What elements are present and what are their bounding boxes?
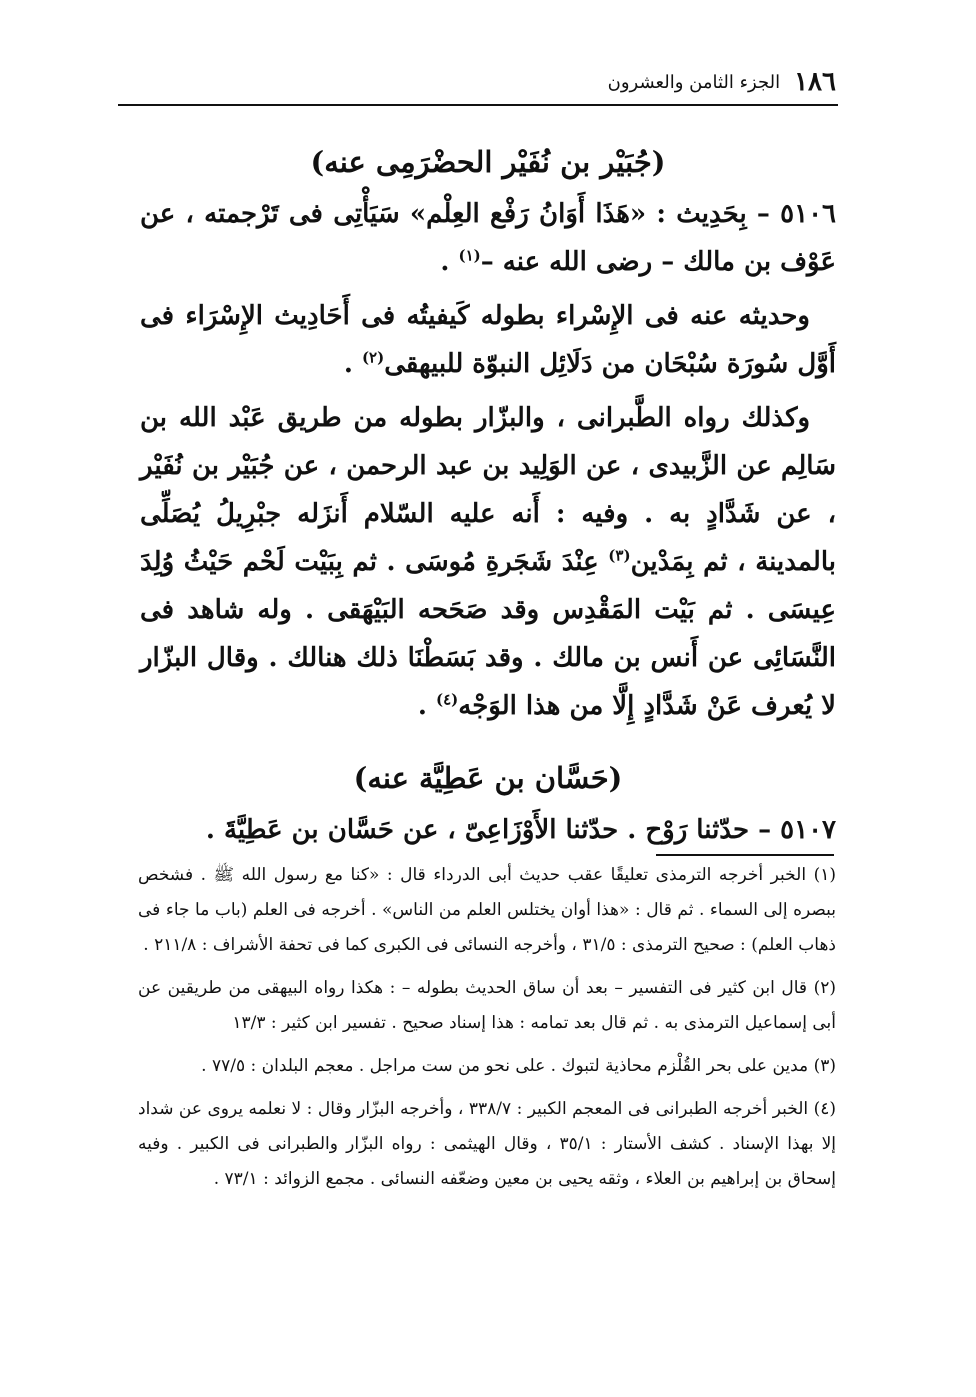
footnote-ref-1[interactable]: (١) <box>458 246 481 265</box>
header-rule <box>118 104 838 106</box>
hadith-5107: ٥١٠٧ – حدّثنا رَوْح . حدّثنا الأَوْزَاعِىّ ، عن حَسَّان بن عَطِيَّةَ . <box>205 815 836 845</box>
hadith-5106-end: . <box>440 247 459 277</box>
hadith-5106-text: ٥١٠٦ – بِحَدِيث : «هَذَا أَوَانُ رَفْع العِلْم» سَيَأْتِى فى تَرْجمته ، عن عَوْف بن مالك – رضى الله عنه – <box>140 199 836 277</box>
tabarani-paragraph-text-a: وكذلك رواه الطَّبرانى ، والبزّار بطوله من طريق عَبْد الله بن سَالِم عن الزَّبيدى ، عن الوَلِيد بن عبد الرحمن ، عن جُبَيْر بن نُفَيْر ، عن شَدَّادٍ به . وفيه : أَنه عليه السّلام أَنزَله جبْرِيلُ يُصَلِّى بالمدينة ، ثم بِمَدْين <box>140 403 836 577</box>
footnote-ref-3[interactable]: (٣) <box>608 546 631 565</box>
hadith-5106 <box>140 190 836 286</box>
footnote-2: (٢) قال ابن كثير فى التفسير – بعد أن ساق الحديث بطوله – : هكذا رواه البيهقى من طريقين عن أبى إسماعيل الترمذى به . ثم قال بعد تمامه : هذا إسناد صحيح . تفسير ابن كثير : ١٣/٣ <box>138 978 836 1033</box>
footnote-ref-2[interactable]: (٢) <box>361 348 385 367</box>
page-header <box>120 62 836 102</box>
isra-paragraph-end: . <box>343 349 362 379</box>
tabarani-paragraph-end: . <box>417 691 436 721</box>
footnote-3: (٣) مدين على بحر القُلْزم محاذية لتبوك . على نحو من ست مراجل . معجم البلدان : ٧٧/٥ . <box>201 1056 836 1076</box>
running-title: الجزء الثامن والعشرون <box>607 71 781 93</box>
section-heading-hassan: (حَسَّان بن عَطِيَّة عنه) <box>353 761 623 795</box>
isra-paragraph <box>140 292 836 388</box>
tabarani-paragraph <box>140 394 836 730</box>
section-heading-jubayr: (جُبَيْر بن نُفَيْر الحضْرَمِى عنه) <box>310 145 666 179</box>
footnote-1: (١) الخبر أخرجه الترمذى تعليقًا عقب حديث أبى الدرداء قال : «كنا مع رسول الله ﷺ . فشخص ببصره إلى السماء . ثم قال : «هذا أوان يختلس العلم من الناس» . أخرجه فى العلم (باب ما جاء فى ذهاب العلم) : صحيح الترمذى : ٣١/٥ ، وأخرجه النسائى فى الكبرى كما فى تحفة الأشراف : ٢١١/٨ . <box>138 865 836 955</box>
isra-paragraph-text: وحديثه عنه فى الإِسْراء بطوله كَيفيتُه فى أَحَادِيث الإِسْرَاء فى أَوَّل سُورَة سُبْحَان من دَلَائِل النبوّة للبيهقى <box>140 301 836 379</box>
footnote-4: (٤) الخبر أخرجه الطبرانى فى المعجم الكبير : ٣٣٨/٧ ، وأخرجه البزّار وقال : لا نعلمه يروى عن شداد إلا بهذا الإسناد . كشف الأستار : ٣٥/١ ، وقال الهيثمى : رواه البزّار والطبرانى فى الكبير . وفيه إسحاق بن إبراهيم بن العلاء ، وثقه يحيى بن معين وضعّفه النسائى . مجمع الزوائد : ٧٣/١ . <box>138 1099 837 1189</box>
footnote-rule <box>656 854 834 856</box>
footnote-ref-4[interactable]: (٤) <box>435 690 459 709</box>
page-number: ١٨٦ <box>794 67 836 97</box>
footnotes <box>138 858 836 1205</box>
main-text <box>140 140 836 860</box>
tabarani-paragraph-text-b: عِنْدَ شَجَرةِ مُوسَى . ثم بِبَيْت لَحْم حَيْثُ وُلِدَ عِيسَى . ثم بَيْت المَقْدِس وقد صَحَحه البَيْهَقى . وله شاهد فى النَّسَائِى عن أَنس بن مالك . وقد بَسَطْنَا ذلك هنالك . وقال البزّار لا يُعرف عَنْ شَدَّادٍ إِلَّا من هذا الوَجْه <box>140 547 836 721</box>
